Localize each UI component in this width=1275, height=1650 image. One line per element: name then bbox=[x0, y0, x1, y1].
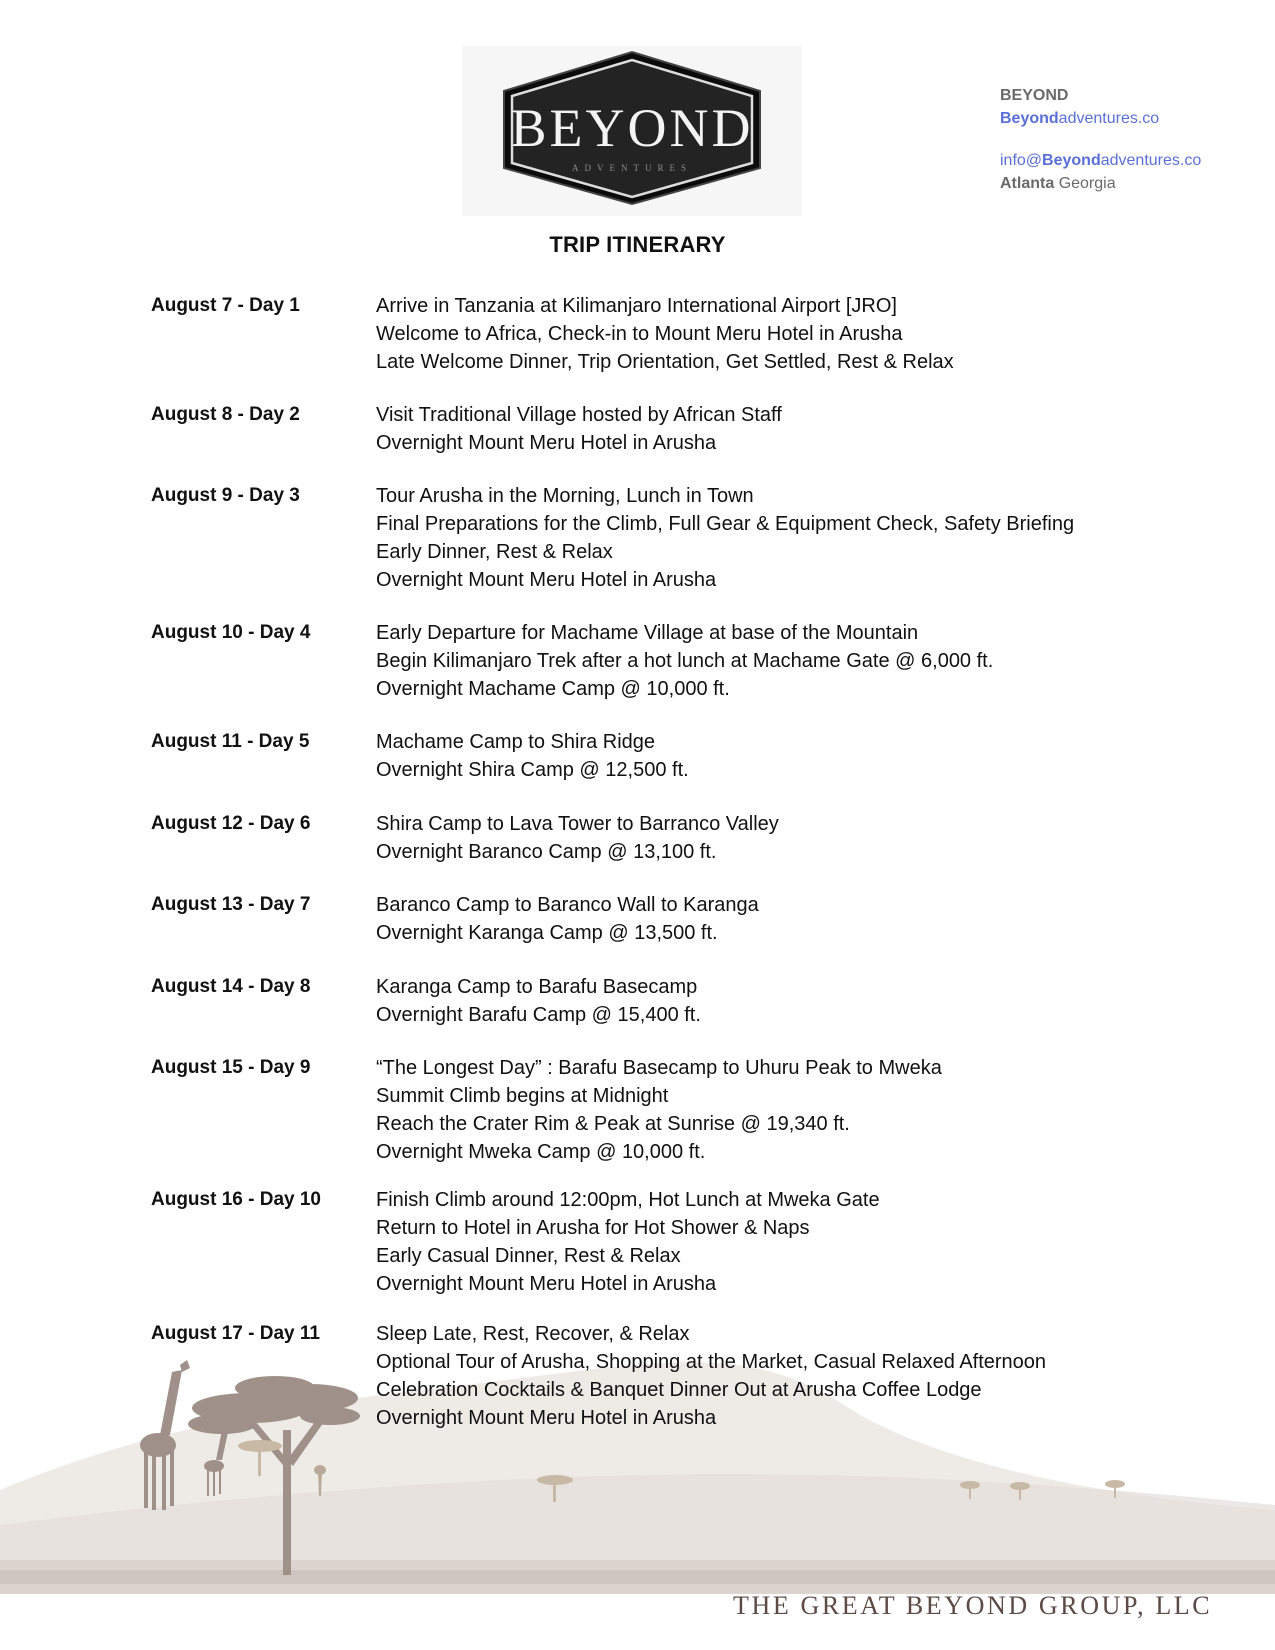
day-details bbox=[376, 292, 1176, 376]
detail-line: Begin Kilimanjaro Trek after a hot lunch at Machame Gate @ 6,000 ft. bbox=[376, 650, 994, 672]
detail-line: Arrive in Tanzania at Kilimanjaro International Airport [JRO] bbox=[376, 295, 897, 317]
contact-company: BEYOND bbox=[1000, 87, 1069, 104]
detail-line: Tour Arusha in the Morning, Lunch in Town bbox=[376, 485, 754, 507]
detail-line: Shira Camp to Lava Tower to Barranco Valley bbox=[376, 813, 779, 835]
detail-line: Final Preparations for the Climb, Full Gear & Equipment Check, Safety Briefing bbox=[376, 513, 1075, 535]
day-details bbox=[376, 891, 1176, 947]
contact-location bbox=[1000, 172, 1201, 195]
detail-line: Machame Camp to Shira Ridge bbox=[376, 731, 656, 753]
detail-line: Overnight Mount Meru Hotel in Arusha bbox=[376, 432, 717, 454]
day-details bbox=[376, 482, 1176, 594]
detail-line: Early Casual Dinner, Rest & Relax bbox=[376, 1245, 681, 1267]
day-label: August 8 - Day 2 bbox=[151, 404, 300, 425]
page-title: TRIP ITINERARY bbox=[549, 232, 726, 257]
detail-line: Overnight Baranco Camp @ 13,100 ft. bbox=[376, 841, 717, 863]
detail-line: Optional Tour of Arusha, Shopping at the Market, Casual Relaxed Afternoon bbox=[376, 1351, 1047, 1373]
email-bold[interactable]: Beyond bbox=[1042, 152, 1101, 169]
day-details bbox=[376, 1186, 1176, 1298]
day-label: August 11 - Day 5 bbox=[151, 731, 310, 752]
detail-line: Early Departure for Machame Village at base of the Mountain bbox=[376, 622, 919, 644]
logo-badge bbox=[462, 46, 802, 216]
logo-subtext: ADVENTURES bbox=[572, 163, 692, 173]
day-label: August 16 - Day 10 bbox=[151, 1189, 321, 1210]
brand-logo bbox=[462, 46, 802, 216]
website-rest[interactable]: adventures.co bbox=[1058, 110, 1160, 127]
detail-line: “The Longest Day” : Barafu Basecamp to Uhuru Peak to Mweka bbox=[376, 1057, 942, 1079]
website-bold[interactable]: Beyond bbox=[1000, 110, 1059, 127]
detail-line: Overnight Karanga Camp @ 13,500 ft. bbox=[376, 922, 718, 944]
detail-line: Reach the Crater Rim & Peak at Sunrise @ 19,340 ft. bbox=[376, 1113, 850, 1135]
day-label: August 10 - Day 4 bbox=[151, 622, 311, 643]
detail-line: Finish Climb around 12:00pm, Hot Lunch at Mweka Gate bbox=[376, 1189, 880, 1211]
detail-line: Sleep Late, Rest, Recover, & Relax bbox=[376, 1323, 690, 1345]
contact-state: Georgia bbox=[1058, 175, 1116, 192]
detail-line: Summit Climb begins at Midnight bbox=[376, 1085, 669, 1107]
day-label: August 14 - Day 8 bbox=[151, 976, 311, 997]
day-label: August 17 - Day 11 bbox=[151, 1323, 320, 1344]
day-label: August 9 - Day 3 bbox=[151, 485, 300, 506]
day-details bbox=[376, 1320, 1176, 1432]
contact-city: Atlanta bbox=[1000, 175, 1055, 192]
detail-line: Baranco Camp to Baranco Wall to Karanga bbox=[376, 894, 759, 916]
detail-line: Late Welcome Dinner, Trip Orientation, Get Settled, Rest & Relax bbox=[376, 351, 954, 373]
day-details bbox=[376, 810, 1176, 866]
footer-company-name: THE GREAT BEYOND GROUP, LLC bbox=[733, 1591, 1213, 1620]
detail-line: Overnight Shira Camp @ 12,500 ft. bbox=[376, 759, 689, 781]
email-prefix[interactable]: info@ bbox=[1000, 152, 1043, 169]
day-details bbox=[376, 401, 1176, 457]
detail-line: Overnight Mweka Camp @ 10,000 ft. bbox=[376, 1141, 706, 1163]
detail-line: Welcome to Africa, Check-in to Mount Meru Hotel in Arusha bbox=[376, 323, 903, 345]
day-label: August 12 - Day 6 bbox=[151, 813, 311, 834]
day-label: August 15 - Day 9 bbox=[151, 1057, 311, 1078]
detail-line: Early Dinner, Rest & Relax bbox=[376, 541, 613, 563]
day-details bbox=[376, 728, 1176, 784]
detail-line: Return to Hotel in Arusha for Hot Shower & Naps bbox=[376, 1217, 810, 1239]
logo-wordmark: BEYOND bbox=[510, 98, 754, 158]
contact-block bbox=[1000, 84, 1201, 195]
detail-line: Overnight Mount Meru Hotel in Arusha bbox=[376, 1407, 717, 1429]
detail-line: Overnight Machame Camp @ 10,000 ft. bbox=[376, 678, 730, 700]
day-details bbox=[376, 619, 1176, 703]
contact-email[interactable] bbox=[1000, 149, 1201, 172]
detail-line: Overnight Barafu Camp @ 15,400 ft. bbox=[376, 1004, 701, 1026]
detail-line: Visit Traditional Village hosted by African Staff bbox=[376, 404, 782, 426]
detail-line: Overnight Mount Meru Hotel in Arusha bbox=[376, 569, 717, 591]
contact-website[interactable] bbox=[1000, 107, 1201, 130]
day-details bbox=[376, 1054, 1176, 1166]
detail-line: Celebration Cocktails & Banquet Dinner Out at Arusha Coffee Lodge bbox=[376, 1379, 982, 1401]
detail-line: Overnight Mount Meru Hotel in Arusha bbox=[376, 1273, 717, 1295]
email-rest[interactable]: adventures.co bbox=[1100, 152, 1202, 169]
day-label: August 13 - Day 7 bbox=[151, 894, 311, 915]
detail-line: Karanga Camp to Barafu Basecamp bbox=[376, 976, 698, 998]
day-label: August 7 - Day 1 bbox=[151, 295, 300, 316]
day-details bbox=[376, 973, 1176, 1029]
